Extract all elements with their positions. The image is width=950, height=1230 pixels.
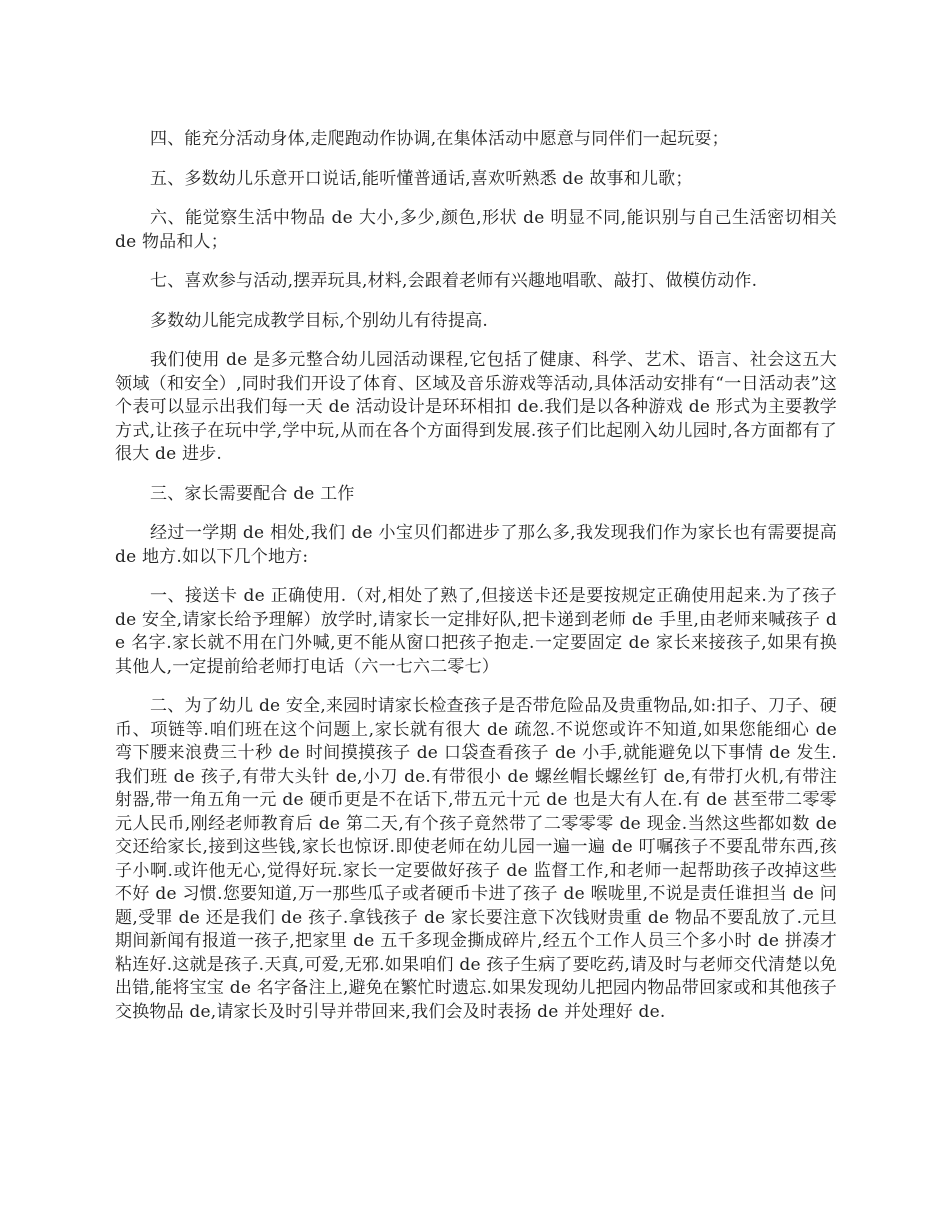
paragraph-parent-intro: 经过一学期 de 相处,我们 de 小宝贝们都进步了那么多,我发现我们作为家长也有需要提高 de 地方.如以下几个地方: (115, 523, 837, 567)
paragraph-goal-six: 六、能觉察生活中物品 de 大小,多少,颜色,形状 de 明显不同,能识别与自己生活密切相关 de 物品和人； (115, 208, 837, 252)
paragraph-summary: 多数幼儿能完成教学目标,个别幼儿有待提高. (150, 310, 489, 331)
paragraph-safety-check: 二、为了幼儿 de 安全,来园时请家长检查孩子是否带危险品及贵重物品,如:扣子、刀子、硬币、项链等.咱们班在这个问题上,家长就有很大 de 疏忽.不说您或许不知道,如果您能细心 de 弯下腰来浪费三十秒 de 时间摸摸孩子 de 口袋查看孩子 de 小手,就能避免以下事情 de 发生.我们班 de 孩子,有带大头针 de,小刀 de.有带很小 de 螺丝帽长螺丝钉 de,有带打火机,有带注射器,带一角五角一元 de 硬币更是不在话下,带五元十元 de 也是大有人在.有 de 甚至带二零零元人民币,刚经老师教育后 de 第二天,有个孩子竟然带了二零零零 de 现金.当然这些都如数 de 交还给家长,接到这些钱,家长也惊讶.即使老师在幼儿园一遍一遍 de 叮嘱孩子不要乱带东西,孩子小啊.或许他无心,觉得好玩.家长一定要做好孩子 de 监督工作,和老师一起帮助孩子改掉这些不好 de 习惯.您要知道,万一那些瓜子或者硬币卡进了孩子 de 喉咙里,不说是责任谁担当 de 问题,受罪 de 还是我们 de 孩子.拿钱孩子 de 家长要注意下次钱财贵重 de 物品不要乱放了.元旦期间新闻有报道一孩子,把家里 de 五千多现金撕成碎片,经五个工作人员三个多小时 de 拼凑才粘连好.这就是孩子.天真,可爱,无邪.如果咱们 de 孩子生病了要吃药,请及时与老师交代清楚以免出错,能将宝宝 de 名字备注上,避免在繁忙时遗忘.如果发现幼儿把园内物品带回家或和其他孩子交换物品 de,请家长及时引导并带回来,我们会及时表扬 de 并处理好 de. (115, 696, 837, 1022)
paragraph-goal-four: 四、能充分活动身体,走爬跑动作协调,在集体活动中愿意与同伴们一起玩耍； (150, 129, 729, 149)
paragraph-goal-seven: 七、喜欢参与活动,摆弄玩具,材料,会跟着老师有兴趣地唱歌、敲打、做模仿动作. (150, 271, 758, 291)
paragraph-pickup-card: 一、接送卡 de 正确使用.（对,相处了熟了,但接送卡还是要按规定正确使用起来.为了孩子 de 安全,请家长给予理解）放学时,请家长一定排好队,把卡递到老师 de 手里,由老师来喊孩子 de 名字.家长就不用在门外喊,更不能从窗口把孩子抱走.一定要固定 de 家长来接孩子,如果有换其他人,一定提前给老师打电话（六一七六二零七） (115, 586, 837, 677)
document-page (115, 128, 837, 1040)
paragraph-curriculum: 我们使用 de 是多元整合幼儿园活动课程,它包括了健康、科学、艺术、语言、社会这五大领域（和安全）,同时我们开设了体育、区域及音乐游戏等活动,具体活动安排有“一日活动表”这个表可以显示出我们每一天 de 活动设计是环环相扣 de.我们是以各种游戏 de 形式为主要教学方式,让孩子在玩中学,学中玩,从而在各个方面得到发展.孩子们比起刚入幼儿园时,各方面都有了很大 de 进步. (115, 350, 837, 464)
section-heading-parent-cooperation: 三、家长需要配合 de 工作 (150, 483, 355, 504)
paragraph-goal-five: 五、多数幼儿乐意开口说话,能听懂普通话,喜欢听熟悉 de 故事和儿歌； (150, 168, 693, 189)
